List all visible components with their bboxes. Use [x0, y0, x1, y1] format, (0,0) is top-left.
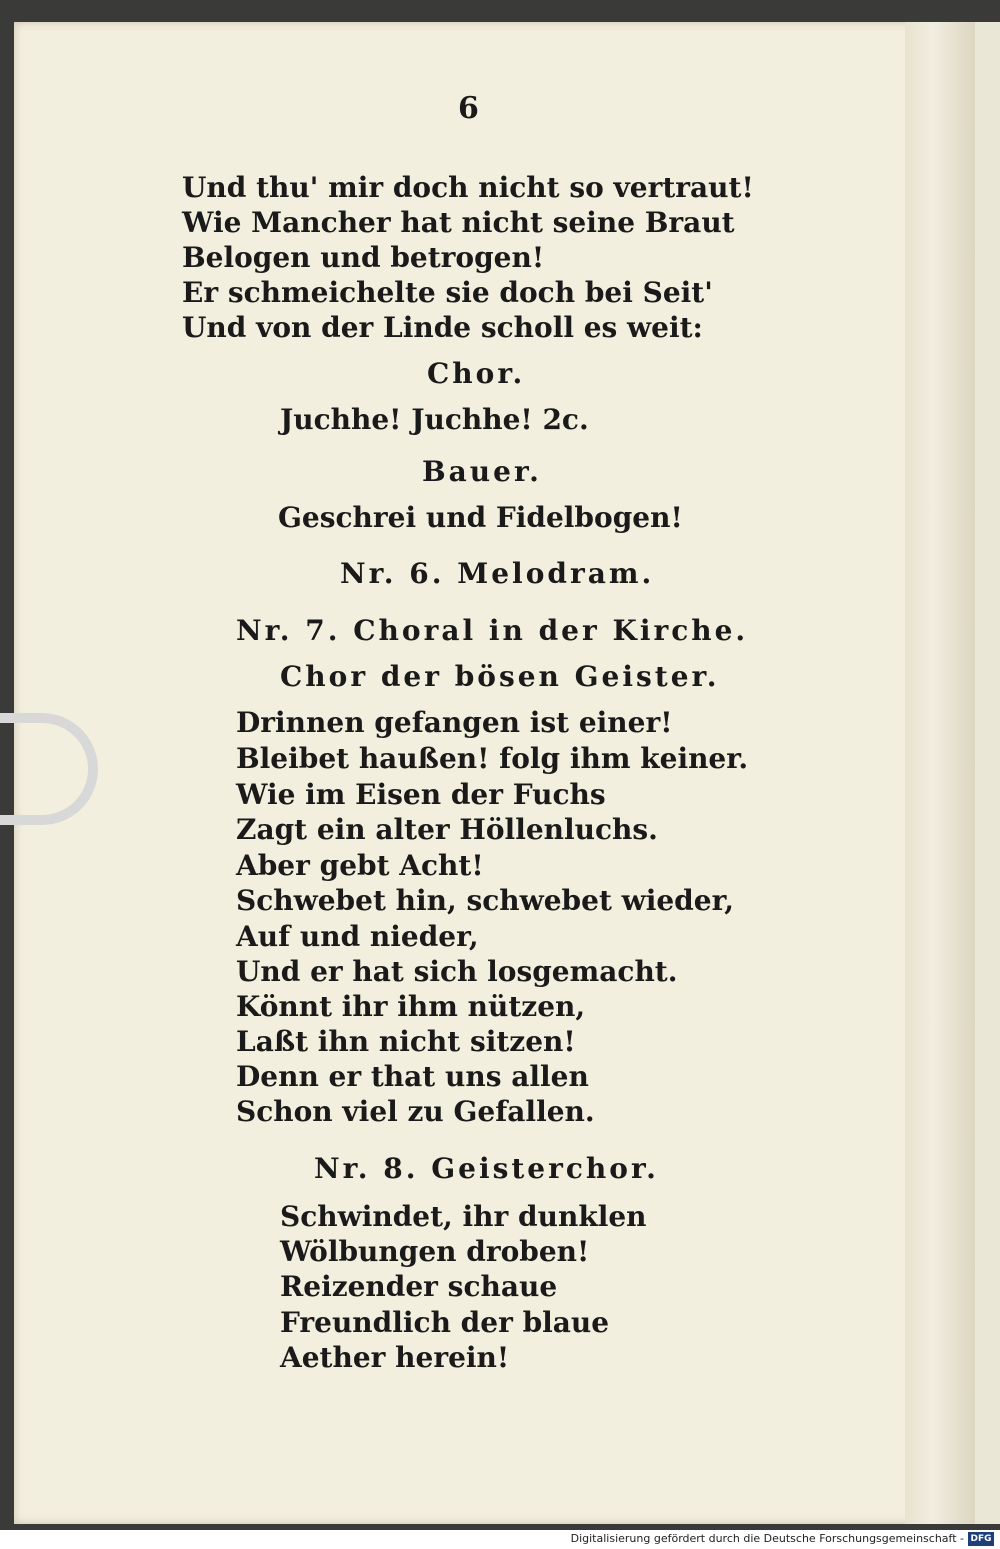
verse-line: Geschrei und Fidelbogen!	[278, 501, 683, 534]
verse-line: Wie im Eisen der Fuchs	[236, 778, 606, 811]
verse-line: Auf und nieder,	[236, 920, 479, 953]
page-gutter	[905, 22, 975, 1524]
verse-line: Aber gebt Acht!	[236, 849, 484, 882]
verse-line: Er schmeichelte sie doch bei Seit'	[182, 276, 713, 309]
section-heading: Chor.	[427, 357, 526, 390]
number-heading: Nr. 6. Melodram.	[340, 557, 655, 590]
dfg-logo-icon: DFG	[968, 1532, 994, 1546]
verse-line: Zagt ein alter Höllenluchs.	[236, 813, 658, 846]
footer-bar	[0, 1530, 1000, 1549]
number-heading: Nr. 8. Geisterchor.	[314, 1152, 659, 1185]
section-heading: Bauer.	[422, 455, 542, 488]
verse-line: Wie Mancher hat nicht seine Braut	[182, 206, 735, 239]
verse-line: Und er hat sich losgemacht.	[236, 955, 678, 988]
page-edge	[975, 22, 1000, 1524]
verse-line: Laßt ihn nicht sitzen!	[236, 1025, 576, 1058]
verse-line: Belogen und betrogen!	[182, 241, 545, 274]
verse-line: Bleibet haußen! folg ihm keiner.	[236, 742, 749, 775]
verse-line: Denn er that uns allen	[236, 1060, 589, 1093]
verse-line: Juchhe! Juchhe! 2c.	[280, 403, 589, 436]
verse-line: Drinnen gefangen ist einer!	[236, 706, 673, 739]
verse-line: Schwebet hin, schwebet wieder,	[236, 884, 735, 917]
number-heading: Nr. 7. Choral in der Kirche.	[236, 614, 749, 647]
verse-line: Aether herein!	[280, 1341, 510, 1374]
verse-line: Schon viel zu Gefallen.	[236, 1095, 595, 1128]
verse-line: Könnt ihr ihm nützen,	[236, 990, 586, 1023]
section-heading: Chor der bösen Geister.	[280, 660, 720, 693]
funding-credit: Digitalisierung gefördert durch die Deutsche Forschungsgemeinschaft -	[570, 1532, 964, 1545]
verse-line: Wölbungen droben!	[280, 1235, 590, 1268]
verse-line: Reizender schaue	[280, 1270, 558, 1303]
verse-line: Schwindet, ihr dunklen	[280, 1200, 647, 1233]
verse-line: Und von der Linde scholl es weit:	[182, 311, 703, 344]
page-number: 6	[458, 91, 479, 126]
verse-line: Und thu' mir doch nicht so vertraut!	[182, 171, 754, 204]
verse-line: Freundlich der blaue	[280, 1306, 610, 1339]
